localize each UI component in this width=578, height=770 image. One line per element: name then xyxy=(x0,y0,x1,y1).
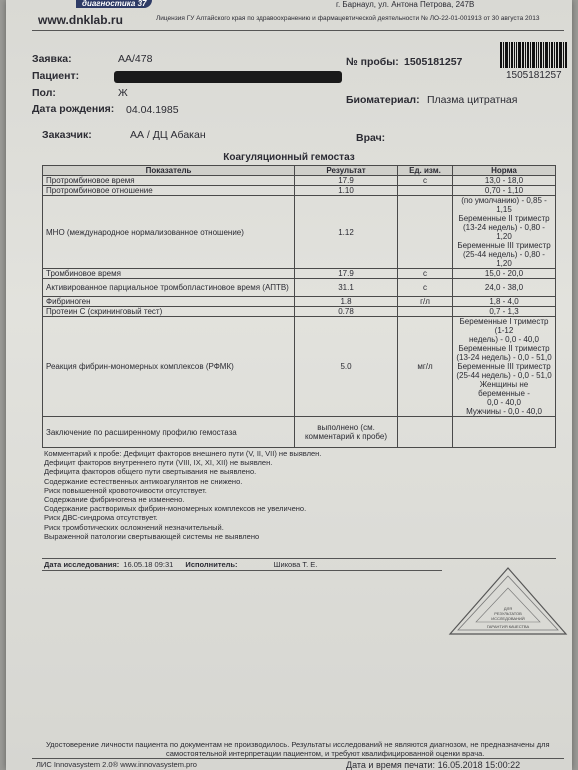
indicator-name: Протромбиновое отношение xyxy=(43,186,295,196)
study-info xyxy=(44,560,317,569)
comment-line: Содержание фибриногена не изменено. xyxy=(44,495,185,505)
results-table xyxy=(42,165,556,448)
header-divider xyxy=(32,30,564,31)
sex-label: Пол: xyxy=(32,87,56,99)
norm-range xyxy=(453,317,556,417)
biomaterial-value: Плазма цитратная xyxy=(427,94,518,106)
order-label: Заявка: xyxy=(32,53,72,65)
comment-line: Комментарий к пробе: Дефицит факторов внешнего пути (V, II, VII) не выявлен. xyxy=(44,449,322,458)
biomaterial-label: Биоматериал: xyxy=(346,94,420,106)
indicator-name: Тромбиновое время xyxy=(43,269,295,279)
patient-name-redaction xyxy=(114,71,342,83)
norm-line: Мужчины - 0,0 - 40,0 xyxy=(466,407,542,416)
norm-line: Беременные I триместр (1-12 xyxy=(459,317,549,335)
unit-value xyxy=(398,186,453,196)
report-title: Коагуляционный гемостаз xyxy=(223,152,355,163)
customer-value: АА / ДЦ Абакан xyxy=(130,129,206,141)
norm-line: Беременные II триместр xyxy=(458,214,550,223)
lab-report-sheet xyxy=(6,0,572,770)
indicator-name: МНО (международное нормализованное отношение) xyxy=(43,196,295,269)
study-divider-top xyxy=(42,558,556,559)
column-header: Результат xyxy=(295,166,398,176)
norm-range xyxy=(453,196,556,269)
result-value: 17.9 xyxy=(295,269,398,279)
unit-value: с xyxy=(398,269,453,279)
sample-value: 1505181257 xyxy=(404,56,463,68)
result-value: 1.10 xyxy=(295,186,398,196)
norm-line: 0,0 - 40,0 xyxy=(487,398,521,407)
indicator-name: Протеин С (скрининговый тест) xyxy=(43,307,295,317)
norm-line: Беременные II триместр xyxy=(458,344,550,353)
unit-value: с xyxy=(398,176,453,186)
table-row xyxy=(43,297,556,307)
norm-line: (25-44 недель) - 0,0 - 51,0 xyxy=(456,371,552,380)
norm-range xyxy=(453,176,556,186)
table-row xyxy=(43,279,556,297)
disclaimer xyxy=(46,740,550,758)
norm-range xyxy=(453,307,556,317)
unit-value xyxy=(398,196,453,269)
indicator-name: Активированное парциальное тромбопластиновое время (АПТВ) xyxy=(43,279,295,297)
disclaimer-line: Удостоверение личности пациента по документам не производилось. Результаты исследований не являются диагнозом, не предназначены для xyxy=(46,740,550,749)
sex-value: Ж xyxy=(118,87,128,99)
performer-value: Шикова Т. Е. xyxy=(273,560,318,569)
indicator-name: Реакция фибрин-мономерных комплексов (РФМК) xyxy=(43,317,295,417)
study-divider-bottom xyxy=(42,570,442,571)
norm-line: 13,0 - 18,0 xyxy=(484,176,524,185)
sample-barcode xyxy=(500,42,570,68)
unit-value: с xyxy=(398,279,453,297)
result-value: выполнено (см. комментарий к пробе) xyxy=(295,417,398,448)
column-header: Показатель xyxy=(43,166,295,176)
norm-line: (13-24 недель) - 0,0 - 51,0 xyxy=(456,353,552,362)
lab-address: г. Барнаул, ул. Антона Петрова, 247В xyxy=(336,0,475,9)
unit-value: г/л xyxy=(398,297,453,307)
comment-line: Содержание растворимых фибрин-мономерных комплексов не увеличено. xyxy=(44,504,307,514)
table-row xyxy=(43,176,556,186)
disclaimer-line: самостоятельной интерпретации пациентом, и требуют квалифицированной оценки врача. xyxy=(166,749,485,758)
comment-line: Дефицит факторов внутреннего пути (VIII, IX, XI, XII) не выявлен. xyxy=(44,458,273,468)
unit-value xyxy=(398,307,453,317)
result-value: 1.8 xyxy=(295,297,398,307)
dob-label: Дата рождения: xyxy=(32,103,115,115)
norm-line: Беременные III триместр xyxy=(457,241,551,250)
quality-seal-icon xyxy=(448,566,568,636)
norm-line: 15,0 - 20,0 xyxy=(484,269,524,278)
performer-label: Исполнитель: xyxy=(185,560,238,569)
seal-text-3: ИССЛЕДОВАНИЙ xyxy=(491,616,525,621)
brand-logo: диагностика 37 xyxy=(76,0,152,8)
result-value: 5.0 xyxy=(295,317,398,417)
norm-line: Женщины не беременные - xyxy=(478,380,530,398)
norm-range xyxy=(453,186,556,196)
table-row xyxy=(43,186,556,196)
footer-divider xyxy=(32,758,564,759)
comment-line: Риск ДВС-синдрома отсутствует. xyxy=(44,513,158,523)
comment-line: Выраженной патологии свертывающей системы не выявлено xyxy=(44,531,260,541)
customer-label: Заказчик: xyxy=(42,129,92,141)
print-datetime: Дата и время печати: 16.05.2018 15:00:22 xyxy=(346,760,521,770)
comment-line: Дефицита факторов общего пути свертывания не выявлено. xyxy=(44,467,257,477)
seal-text-4: ГАРАНТИЯ КАЧЕСТВА xyxy=(486,624,530,629)
norm-range xyxy=(453,417,556,448)
doctor-label: Врач: xyxy=(356,132,386,144)
norm-line: (13-24 недель) - 0,80 - 1,20 xyxy=(463,223,545,241)
column-header: Ед. изм. xyxy=(398,166,453,176)
indicator-name: Фибриноген xyxy=(43,297,295,307)
result-value: 17.9 xyxy=(295,176,398,186)
unit-value: мг/л xyxy=(398,317,453,417)
study-date-label: Дата исследования: xyxy=(44,560,120,569)
comment-line: Содержание естественных антикоагулянтов не снижено. xyxy=(44,476,243,486)
comment-line: Риск тромботических осложнений незначительный. xyxy=(44,522,224,532)
seal-text-2: РЕЗУЛЬТАТОВ xyxy=(494,611,522,616)
norm-line: 0,7 - 1,3 xyxy=(489,307,519,316)
norm-line: недель) - 0,0 - 40,0 xyxy=(469,335,539,344)
lab-license: Лицензия ГУ Алтайского края по здравоохранению и фармацевтической деятельности № ЛО-22-01-001913 от 30 августа 2013 xyxy=(156,15,540,22)
comment-line: Риск повышенной кровоточивости отсутствует. xyxy=(44,485,207,495)
norm-range xyxy=(453,279,556,297)
norm-line: 0,70 - 1,10 xyxy=(484,186,524,195)
barcode-number: 1505181257 xyxy=(506,70,562,81)
indicator-name: Протромбиновое время xyxy=(43,176,295,186)
result-value: 31.1 xyxy=(295,279,398,297)
result-value: 1.12 xyxy=(295,196,398,269)
table-row xyxy=(43,317,556,417)
norm-line: (по умолчанию) - 0,85 - 1,15 xyxy=(461,196,547,214)
table-row xyxy=(43,196,556,269)
norm-range xyxy=(453,297,556,307)
lis-credit: ЛИС Innovasystem 2.0® www.innovasystem.pro xyxy=(36,760,197,769)
result-value: 0.78 xyxy=(295,307,398,317)
norm-line: 1,8 - 4,0 xyxy=(489,297,519,306)
order-value: АА/478 xyxy=(118,53,153,65)
norm-line: 24,0 - 38,0 xyxy=(484,283,524,292)
indicator-name: Заключение по расширенному профилю гемостаза xyxy=(43,417,295,448)
column-header: Норма xyxy=(453,166,556,176)
sample-label: № пробы: xyxy=(346,56,399,68)
seal-text-1: ДЛЯ xyxy=(503,606,513,611)
sample-comments xyxy=(44,449,321,541)
patient-label: Пациент: xyxy=(32,70,80,82)
table-row xyxy=(43,269,556,279)
lab-website: www.dnklab.ru xyxy=(38,13,123,27)
table-row xyxy=(43,307,556,317)
dob-value: 04.04.1985 xyxy=(126,104,179,116)
norm-range xyxy=(453,269,556,279)
unit-value xyxy=(398,417,453,448)
norm-line: (25-44 недель) - 0,80 - 1,20 xyxy=(463,250,545,268)
norm-line: Беременные III триместр xyxy=(457,362,551,371)
table-row xyxy=(43,417,556,448)
study-date-value: 16.05.18 09:31 xyxy=(123,560,174,569)
table-header-row xyxy=(43,166,556,176)
